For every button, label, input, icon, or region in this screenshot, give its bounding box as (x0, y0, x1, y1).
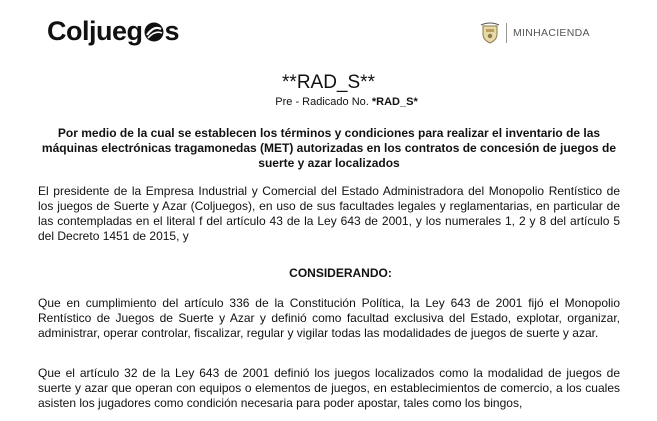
coat-of-arms-icon (480, 22, 500, 44)
preradicado-line (0, 96, 657, 109)
logo-suffix: s (164, 16, 180, 46)
considerando-heading: CONSIDERANDO: (289, 266, 392, 280)
considerando-paragraph-1: Que en cumplimiento del artículo 336 de la Constitución Política, la Ley 643 de 2001 fijó el Monopolio Rentístico de Juegos de Suerte y Azar y definió como facultad exclusiva del Estado, explotar, organizar, administrar, operar controlar, fiscalizar, regular y vigilar todas las modalidades de juegos de suerte y azar. (38, 296, 620, 340)
ministry-logo (480, 20, 645, 46)
preradicado-label: Pre - Radicado No. (275, 96, 369, 108)
intro-paragraph: El presidente de la Empresa Industrial y Comercial del Estado Administradora del Monopolio Rentístico de los juegos de Suerte y Azar (Coljuegos), en uso de sus facultades legales y reglamentarias, en particular de las contempladas en el literal f del artículo 43 de la Ley 643 de 2001, y los numerales 1, 2 y 8 del artículo 5 del Decreto 1451 de 2015, y (38, 184, 620, 243)
ministry-name: MINHACIENDA (513, 27, 590, 39)
coljuegos-logo (47, 16, 179, 46)
preradicado-value: *RAD_S* (371, 96, 418, 108)
ministry-divider (506, 23, 507, 43)
logo-text: Coljueg (47, 16, 143, 46)
considerando-paragraph-2: Que el artículo 32 de la Ley 643 de 2001 definió los juegos localizados como la modalidad de juegos de suerte y azar que operan con equipos o elementos de juegos, en establecimientos de comercio, a los cuales asisten los jugadores como condición necesaria para poder apostar, tales como los bingos, (38, 366, 620, 410)
resolution-subject: Por medio de la cual se establecen los términos y condiciones para realizar el inventario de las máquinas electrónicas tragamonedas (MET) autorizadas en los contratos de concesión de juegos de suerte y azar localizados (41, 126, 617, 170)
document-header (0, 0, 657, 60)
document-title: **RAD_S** (282, 72, 375, 93)
logo-ball-icon (143, 21, 165, 43)
